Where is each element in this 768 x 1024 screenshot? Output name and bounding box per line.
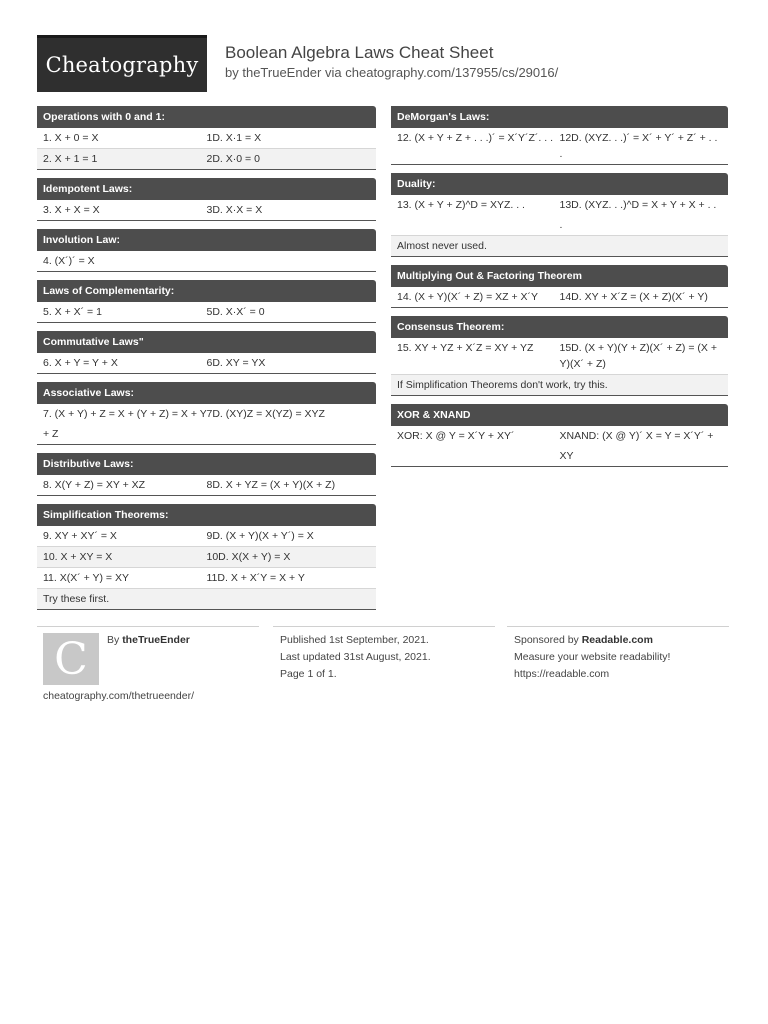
law-row — [391, 128, 728, 164]
law-cell: 1D. X·1 = X — [206, 132, 262, 144]
section-title: Laws of Complementarity: — [37, 280, 376, 302]
page-title: Boolean Algebra Laws Cheat Sheet — [225, 43, 494, 62]
sponsor-url[interactable]: https://readable.com — [514, 668, 610, 680]
sponsor-name[interactable]: Readable.com — [581, 634, 653, 646]
section-note: Try these first. — [37, 589, 376, 609]
left-column — [37, 106, 376, 618]
footer-sponsor — [514, 634, 653, 646]
section — [391, 265, 728, 308]
law-row — [37, 251, 376, 271]
section-title: Multiplying Out & Factoring Theorem — [391, 265, 728, 287]
section — [37, 331, 376, 374]
right-column — [391, 106, 728, 475]
footer-page: Page 1 of 1. — [280, 668, 337, 680]
section-title: Operations with 0 and 1: — [37, 106, 376, 128]
section — [37, 453, 376, 496]
law-cell: 5D. X·X´ = 0 — [206, 306, 265, 318]
sponsor-tagline: Measure your website readability! — [514, 651, 671, 663]
law-cell: 6D. XY = YX — [206, 357, 266, 369]
section — [391, 106, 728, 165]
logo-text: Cheatography — [45, 53, 199, 77]
law-row — [37, 547, 376, 568]
law-cell: XNAND: (X @ Y)´ X = Y = X´Y´ + XY — [559, 430, 714, 462]
law-cell: 6. X + Y = Y + X — [43, 357, 118, 369]
section — [37, 106, 376, 170]
footer-published: Published 1st September, 2021. — [280, 634, 429, 646]
law-row — [391, 338, 728, 375]
law-row — [37, 404, 376, 444]
law-cell: 2D. X·0 = 0 — [206, 153, 260, 165]
section — [37, 504, 376, 610]
section — [391, 173, 728, 257]
footer-profile-url[interactable]: cheatography.com/thetrueender/ — [43, 690, 194, 702]
law-cell: 12. (X + Y + Z + . . .)´ = X´Y´Z´. . . — [397, 132, 553, 144]
law-cell: 7D. (XY)Z = X(YZ) = XYZ — [206, 408, 325, 420]
law-cell: 11D. X + X´Y = X + Y — [206, 572, 305, 584]
law-cell: 13. (X + Y + Z)^D = XYZ. . . — [397, 199, 525, 211]
law-cell: 7. (X + Y) + Z = X + (Y + Z) = X + Y + Z — [43, 408, 207, 440]
law-cell: 4. (X´)´ = X — [43, 255, 95, 267]
avatar-letter: C — [54, 633, 88, 685]
section-title: XOR & XNAND — [391, 404, 728, 426]
footer-divider — [273, 626, 495, 627]
section — [37, 280, 376, 323]
law-cell: 10D. X(X + Y) = X — [206, 551, 291, 563]
law-cell: 1. X + 0 = X — [43, 132, 99, 144]
law-row — [37, 475, 376, 495]
law-cell: XOR: X @ Y = X´Y + XY´ — [397, 430, 515, 442]
sponsored-by-label: Sponsored by — [514, 634, 579, 646]
section-title: Associative Laws: — [37, 382, 376, 404]
law-cell: 2. X + 1 = 1 — [43, 153, 98, 165]
byline-via: via — [325, 65, 342, 80]
footer-author-name[interactable]: theTrueEnder — [122, 634, 190, 646]
law-cell: 3D. X·X = X — [206, 204, 263, 216]
section-title: Distributive Laws: — [37, 453, 376, 475]
section — [391, 316, 728, 396]
law-row — [391, 426, 728, 466]
section-title: Simplification Theorems: — [37, 504, 376, 526]
byline-author[interactable]: theTrueEnder — [242, 65, 322, 80]
law-row — [391, 195, 728, 236]
footer-by: By — [107, 634, 120, 646]
footer-updated: Last updated 31st August, 2021. — [280, 651, 431, 663]
law-row — [37, 302, 376, 322]
section — [37, 229, 376, 272]
law-cell: 13D. (XYZ. . .)^D = X + Y + X + . . . — [559, 199, 717, 231]
section-note: Almost never used. — [391, 236, 728, 256]
section — [37, 382, 376, 445]
section-note: If Simplification Theorems don't work, try this. — [391, 375, 728, 395]
law-cell: 14D. XY + X´Z = (X + Z)(X´ + Y) — [559, 291, 708, 303]
law-cell: 9. XY + XY´ = X — [43, 530, 117, 542]
byline — [225, 65, 558, 80]
law-cell: 8. X(Y + Z) = XY + XZ — [43, 479, 146, 491]
law-row — [37, 353, 376, 373]
byline-by: by — [225, 65, 239, 80]
law-cell: 8D. X + YZ = (X + Y)(X + Z) — [206, 479, 336, 491]
site-logo[interactable] — [37, 35, 207, 92]
section-title: DeMorgan's Laws: — [391, 106, 728, 128]
law-cell: 3. X + X = X — [43, 204, 100, 216]
sheet-url[interactable]: cheatography.com/137955/cs/29016/ — [345, 65, 559, 80]
section-title: Idempotent Laws: — [37, 178, 376, 200]
law-cell: 15D. (X + Y)(Y + Z)(X´ + Z) = (X + Y)(X´ + Z) — [559, 342, 717, 370]
author-avatar[interactable] — [43, 633, 99, 685]
section-title: Duality: — [391, 173, 728, 195]
section-title: Consensus Theorem: — [391, 316, 728, 338]
law-row — [37, 526, 376, 547]
section — [37, 178, 376, 221]
law-cell: 11. X(X´ + Y) = XY — [43, 572, 129, 584]
law-cell: 10. X + XY = X — [43, 551, 113, 563]
section — [391, 404, 728, 467]
section-title: Commutative Laws" — [37, 331, 376, 353]
law-cell: 9D. (X + Y)(X + Y´) = X — [206, 530, 314, 542]
footer-author — [107, 634, 190, 646]
law-cell: 5. X + X´ = 1 — [43, 306, 102, 318]
law-row — [391, 287, 728, 307]
law-row — [37, 568, 376, 589]
footer-divider — [507, 626, 729, 627]
law-row — [37, 200, 376, 220]
law-cell: 14. (X + Y)(X´ + Z) = XZ + X´Y — [397, 291, 539, 303]
law-cell: 12D. (XYZ. . .)´ = X´ + Y´ + Z´ + . . . — [559, 132, 718, 160]
law-cell: 15. XY + YZ + X´Z = XY + YZ — [397, 342, 534, 354]
footer-divider — [37, 626, 259, 627]
law-row — [37, 149, 376, 169]
law-row — [37, 128, 376, 149]
section-title: Involution Law: — [37, 229, 376, 251]
